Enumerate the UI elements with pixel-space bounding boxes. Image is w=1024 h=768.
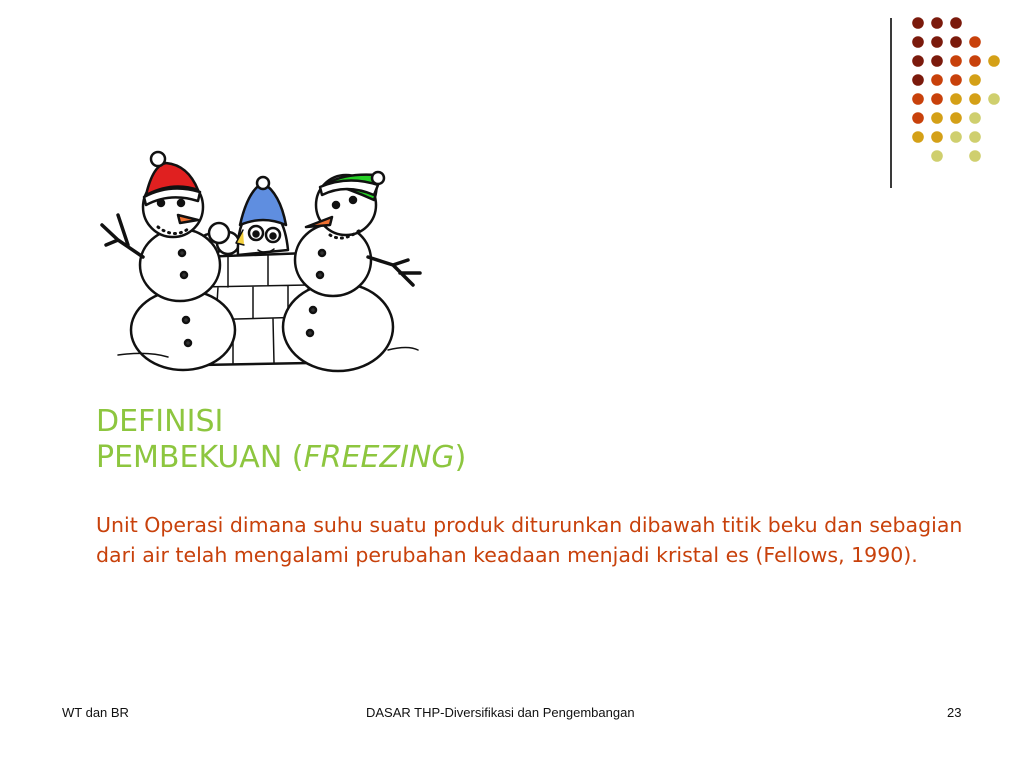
title-line-1: DEFINISI [96,404,224,439]
definition-text: Unit Operasi dimana suhu suatu produk diturunkan dibawah titik beku dan sebagian dari air telah mengalami perubahan keadaan menjadi kristal es (Fellows, 1990). [96,513,963,567]
title-line-2 [96,440,816,476]
snowmen-icon [88,145,433,375]
footer-page-number: 23 [947,705,962,720]
title-line-2-suffix: ) [454,440,467,475]
footer-author: WT dan BR [62,705,129,720]
title-line-2-prefix: PEMBEKUAN ( [96,440,304,475]
divider-line [890,18,892,188]
title-line-2-italic: FREEZING [303,440,455,475]
footer-course-title: DASAR THP-Diversifikasi dan Pengembangan [366,705,635,720]
decorative-dot-grid [905,14,1015,174]
slide-title [96,404,816,476]
